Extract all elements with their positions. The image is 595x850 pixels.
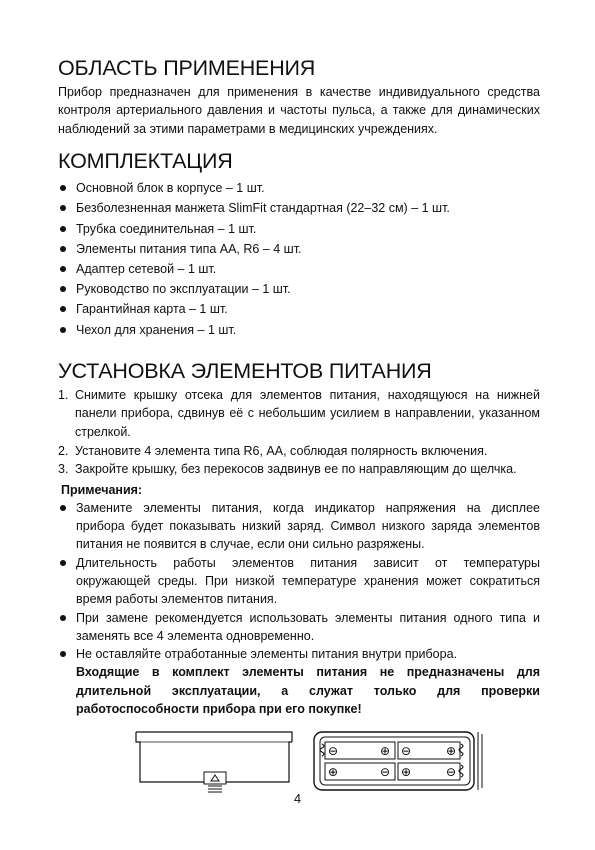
contents-item: Элементы питания типа АА, R6 – 4 шт. <box>58 239 540 259</box>
step-number: 2. <box>58 443 69 458</box>
warning-text: Входящие в комплект элементы питания не предназначены для длительной эксплуатации, а служат только для проверки работоспособности прибора при его покупке! <box>76 665 540 717</box>
contents-item: Гарантийная карта – 1 шт. <box>58 299 540 319</box>
note-item: Замените элементы питания, когда индикатор напряжения на дисплее прибора будет показывать низкий заряд. Символ низкого заряда элементов питания не появится в случае, если они сильно разряжены. <box>58 499 540 554</box>
contents-list <box>58 178 540 340</box>
section-title-contents: КОМПЛЕКТАЦИЯ <box>58 149 233 174</box>
step-number: 3. <box>58 462 69 477</box>
step-number: 1. <box>58 387 69 402</box>
notes-title: Примечания: <box>61 482 143 497</box>
battery-step <box>58 386 540 442</box>
page-number: 4 <box>293 791 302 806</box>
notes-list <box>58 499 540 664</box>
scope-text: Прибор предназначен для применения в качестве индивидуального средства контроля артериального давления и частоты пульса, а также для динамических наблюдений за этими параметрами в медицинских учреждениях. <box>58 85 540 136</box>
note-item: Не оставляйте отработанные элементы питания внутри прибора. <box>58 645 540 663</box>
minus-icon: ⊖ <box>328 744 339 758</box>
battery-steps <box>58 386 540 479</box>
battery-step <box>58 460 540 479</box>
contents-item: Безболезненная манжета SlimFit стандартная (22–32 см) – 1 шт. <box>58 198 540 218</box>
battery-step <box>58 442 540 461</box>
plus-icon: ⊕ <box>401 765 412 779</box>
plus-icon: ⊕ <box>446 744 457 758</box>
contents-item: Адаптер сетевой – 1 шт. <box>58 259 540 279</box>
contents-item: Основной блок в корпусе – 1 шт. <box>58 178 540 198</box>
note-item: Длительность работы элементов питания зависит от температуры окружающей среды. При низкой температуре хранения может сократиться время работы элементов питания. <box>58 554 540 609</box>
contents-item: Чехол для хранения – 1 шт. <box>58 320 540 340</box>
step-text: Установите 4 элемента типа R6, АА, соблюдая полярность включения. <box>75 443 488 458</box>
plus-icon: ⊕ <box>328 765 339 779</box>
minus-icon: ⊖ <box>446 765 457 779</box>
manual-page <box>58 55 540 718</box>
battery-cover <box>136 732 292 792</box>
battery-illustration <box>130 730 485 798</box>
section-title-scope: ОБЛАСТЬ ПРИМЕНЕНИЯ <box>58 56 316 80</box>
contents-item: Руководство по эксплуатации – 1 шт. <box>58 279 540 299</box>
step-text: Закройте крышку, без перекосов задвинув ее по направляющим до щелчка. <box>75 462 517 477</box>
battery-compartment <box>314 732 482 790</box>
minus-icon: ⊖ <box>401 744 412 758</box>
contents-item: Трубка соединительная – 1 шт. <box>58 219 540 239</box>
section-title-battery: УСТАНОВКА ЭЛЕМЕНТОВ ПИТАНИЯ <box>58 358 432 383</box>
plus-icon: ⊕ <box>380 744 391 758</box>
note-item: При замене рекомендуется использовать элементы питания одного типа и заменять все 4 элемента одновременно. <box>58 609 540 646</box>
minus-icon: ⊖ <box>380 765 391 779</box>
step-text: Снимите крышку отсека для элементов питания, находящуюся на нижней панели прибора, сдвинув её с небольшим усилием в направлении, указанном стрелкой. <box>75 387 540 440</box>
